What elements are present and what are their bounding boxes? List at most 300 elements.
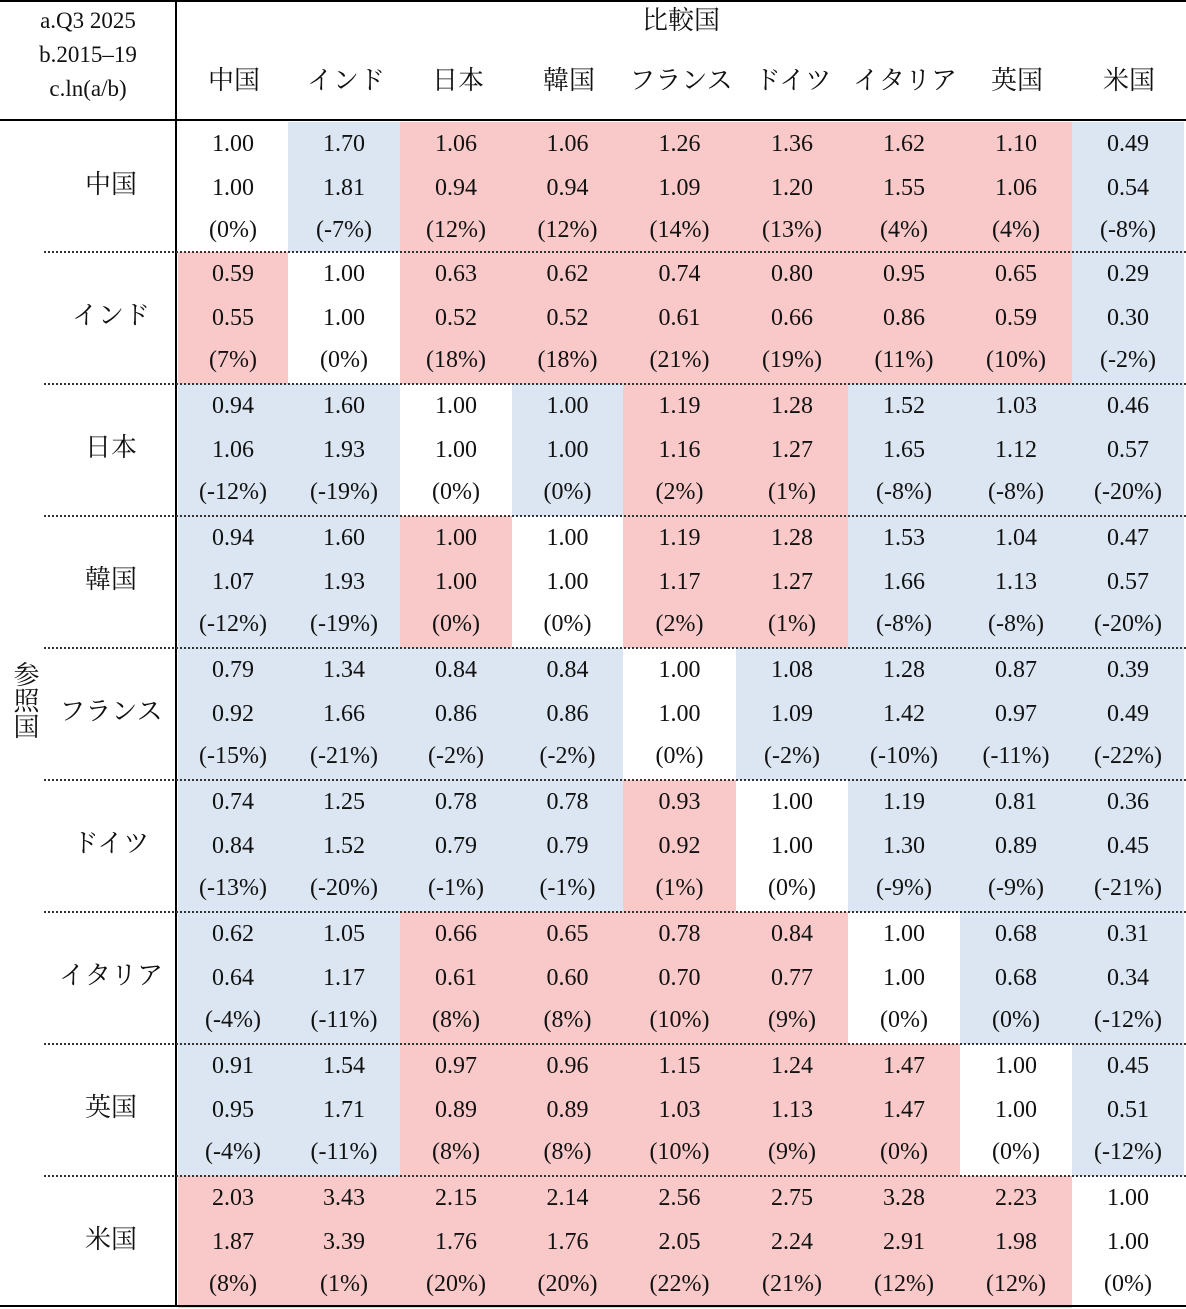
table-cell bbox=[288, 1176, 400, 1308]
value-2015-19: 1.71 bbox=[323, 1097, 365, 1123]
value-ln-ratio: (-7%) bbox=[316, 217, 372, 243]
value-ln-ratio: (0%) bbox=[992, 1139, 1040, 1165]
value-2015-19: 1.93 bbox=[323, 437, 365, 463]
value-ln-ratio: (-8%) bbox=[988, 611, 1044, 637]
value-q3-2025: 1.34 bbox=[323, 657, 365, 683]
value-q3-2025: 0.81 bbox=[995, 789, 1037, 815]
table-cell bbox=[623, 384, 736, 516]
value-ln-ratio: (-19%) bbox=[310, 611, 378, 637]
value-ln-ratio: (0%) bbox=[320, 347, 368, 373]
row-group-title-text: 参照国 bbox=[10, 661, 39, 739]
row-separator bbox=[44, 251, 1186, 253]
value-q3-2025: 1.00 bbox=[435, 393, 477, 419]
row-label-8: 英国 bbox=[84, 1093, 137, 1122]
value-ln-ratio: (-21%) bbox=[1094, 875, 1162, 901]
value-2015-19: 0.49 bbox=[1107, 701, 1149, 727]
value-2015-19: 0.94 bbox=[435, 175, 477, 201]
table-cell bbox=[288, 122, 400, 252]
value-ln-ratio: (-1%) bbox=[539, 875, 596, 901]
column-header-2: インド bbox=[306, 66, 385, 95]
value-2015-19: 1.00 bbox=[435, 437, 477, 463]
value-ln-ratio: (8%) bbox=[432, 1007, 480, 1033]
table-cell bbox=[960, 252, 1072, 384]
table-cell bbox=[848, 516, 960, 648]
value-q3-2025: 0.63 bbox=[435, 261, 477, 287]
value-q3-2025: 0.93 bbox=[658, 789, 701, 815]
value-2015-19: 0.57 bbox=[1107, 569, 1149, 595]
value-2015-19: 1.09 bbox=[658, 175, 701, 201]
value-ln-ratio: (18%) bbox=[426, 347, 486, 373]
value-ln-ratio: (0%) bbox=[432, 479, 480, 505]
top-rule bbox=[0, 0, 1186, 2]
table-cell bbox=[736, 648, 848, 780]
table-cell bbox=[1072, 516, 1184, 648]
value-q3-2025: 1.19 bbox=[883, 789, 925, 815]
table-cell bbox=[400, 516, 512, 648]
stub-rule bbox=[175, 0, 177, 1307]
value-ln-ratio: (-20%) bbox=[1094, 479, 1162, 505]
value-ln-ratio: (1%) bbox=[768, 611, 816, 637]
value-ln-ratio: (-4%) bbox=[205, 1139, 261, 1165]
value-q3-2025: 1.00 bbox=[658, 657, 701, 683]
value-q3-2025: 1.00 bbox=[883, 921, 925, 947]
table-cell bbox=[178, 516, 288, 648]
table-cell bbox=[178, 252, 288, 384]
table-cell bbox=[736, 252, 848, 384]
value-2015-19: 0.86 bbox=[546, 701, 589, 727]
value-q3-2025: 0.62 bbox=[546, 261, 589, 287]
table-cell bbox=[178, 1044, 288, 1176]
value-ln-ratio: (0%) bbox=[880, 1139, 928, 1165]
table-cell bbox=[960, 648, 1072, 780]
table-cell bbox=[512, 122, 623, 252]
value-ln-ratio: (19%) bbox=[762, 347, 822, 373]
value-q3-2025: 0.78 bbox=[658, 921, 701, 947]
value-2015-19: 1.00 bbox=[658, 701, 701, 727]
row-separator bbox=[44, 779, 1186, 781]
value-q3-2025: 1.00 bbox=[546, 393, 589, 419]
value-ln-ratio: (9%) bbox=[768, 1139, 816, 1165]
value-ln-ratio: (22%) bbox=[649, 1271, 710, 1297]
table-cell bbox=[736, 122, 848, 252]
value-ln-ratio: (14%) bbox=[649, 217, 710, 243]
value-q3-2025: 1.15 bbox=[658, 1053, 701, 1079]
column-header-7: イタリア bbox=[852, 66, 957, 95]
value-ln-ratio: (-9%) bbox=[876, 875, 932, 901]
value-2015-19: 0.89 bbox=[995, 833, 1037, 859]
value-q3-2025: 0.96 bbox=[546, 1053, 589, 1079]
value-2015-19: 0.34 bbox=[1107, 965, 1149, 991]
table-cell bbox=[400, 1044, 512, 1176]
table-cell bbox=[400, 122, 512, 252]
table-cell bbox=[512, 648, 623, 780]
value-ln-ratio: (-9%) bbox=[988, 875, 1044, 901]
value-2015-19: 1.87 bbox=[212, 1229, 254, 1255]
value-q3-2025: 0.87 bbox=[995, 657, 1037, 683]
table-cell bbox=[1072, 384, 1184, 516]
value-q3-2025: 2.56 bbox=[658, 1185, 701, 1211]
value-2015-19: 1.13 bbox=[771, 1097, 813, 1123]
table-cell bbox=[178, 384, 288, 516]
table-cell bbox=[623, 780, 736, 912]
value-ln-ratio: (4%) bbox=[880, 217, 928, 243]
value-ln-ratio: (0%) bbox=[432, 611, 480, 637]
value-q3-2025: 3.43 bbox=[323, 1185, 365, 1211]
value-2015-19: 0.57 bbox=[1107, 437, 1149, 463]
value-2015-19: 0.45 bbox=[1107, 833, 1149, 859]
value-ln-ratio: (12%) bbox=[874, 1271, 934, 1297]
value-2015-19: 0.64 bbox=[212, 965, 254, 991]
value-q3-2025: 0.91 bbox=[212, 1053, 254, 1079]
row-label-5: フランス bbox=[59, 697, 163, 726]
row-group-title bbox=[4, 640, 44, 760]
value-q3-2025: 2.75 bbox=[771, 1185, 813, 1211]
value-2015-19: 1.27 bbox=[771, 569, 813, 595]
value-2015-19: 1.12 bbox=[995, 437, 1037, 463]
value-q3-2025: 1.62 bbox=[883, 131, 925, 157]
table-cell bbox=[736, 1176, 848, 1308]
value-2015-19: 0.77 bbox=[771, 965, 813, 991]
value-2015-19: 0.92 bbox=[212, 701, 254, 727]
value-ln-ratio: (12%) bbox=[986, 1271, 1046, 1297]
value-q3-2025: 1.06 bbox=[435, 131, 477, 157]
value-q3-2025: 1.60 bbox=[323, 525, 365, 551]
value-q3-2025: 2.03 bbox=[212, 1185, 254, 1211]
column-group-title: 比較国 bbox=[641, 6, 720, 35]
value-q3-2025: 0.94 bbox=[212, 393, 254, 419]
table-cell bbox=[1072, 780, 1184, 912]
table-cell bbox=[623, 912, 736, 1044]
legend-line-a: a.Q3 2025 bbox=[40, 8, 136, 33]
value-q3-2025: 1.00 bbox=[995, 1053, 1037, 1079]
value-q3-2025: 1.52 bbox=[883, 393, 925, 419]
value-ln-ratio: (20%) bbox=[426, 1271, 486, 1297]
table-cell bbox=[1072, 252, 1184, 384]
value-ln-ratio: (0%) bbox=[1104, 1271, 1152, 1297]
table-cell bbox=[512, 252, 623, 384]
value-2015-19: 1.00 bbox=[1107, 1229, 1149, 1255]
table-cell bbox=[512, 1176, 623, 1308]
value-ln-ratio: (-22%) bbox=[1094, 743, 1162, 769]
table-cell bbox=[288, 780, 400, 912]
value-ln-ratio: (10%) bbox=[986, 347, 1046, 373]
value-q3-2025: 1.05 bbox=[323, 921, 365, 947]
value-2015-19: 1.66 bbox=[883, 569, 925, 595]
table-cell bbox=[960, 516, 1072, 648]
table-cell bbox=[512, 780, 623, 912]
table-cell bbox=[848, 252, 960, 384]
value-2015-19: 1.42 bbox=[883, 701, 925, 727]
value-ln-ratio: (-2%) bbox=[428, 743, 484, 769]
value-ln-ratio: (11%) bbox=[874, 347, 934, 373]
value-2015-19: 0.54 bbox=[1107, 175, 1149, 201]
value-ln-ratio: (18%) bbox=[537, 347, 598, 373]
value-ln-ratio: (-8%) bbox=[988, 479, 1044, 505]
value-ln-ratio: (-8%) bbox=[1100, 217, 1156, 243]
value-2015-19: 0.86 bbox=[435, 701, 477, 727]
value-q3-2025: 0.94 bbox=[212, 525, 254, 551]
value-ln-ratio: (0%) bbox=[880, 1007, 928, 1033]
table-cell bbox=[736, 384, 848, 516]
value-2015-19: 0.55 bbox=[212, 305, 254, 331]
value-ln-ratio: (1%) bbox=[320, 1271, 368, 1297]
value-2015-19: 0.79 bbox=[546, 833, 589, 859]
value-2015-19: 0.51 bbox=[1107, 1097, 1149, 1123]
value-q3-2025: 0.47 bbox=[1107, 525, 1149, 551]
value-2015-19: 1.09 bbox=[771, 701, 813, 727]
value-2015-19: 1.76 bbox=[435, 1229, 477, 1255]
value-q3-2025: 1.36 bbox=[771, 131, 813, 157]
value-2015-19: 0.94 bbox=[546, 175, 589, 201]
value-q3-2025: 0.65 bbox=[546, 921, 589, 947]
row-separator bbox=[44, 911, 1186, 913]
table-cell bbox=[848, 1176, 960, 1308]
value-ln-ratio: (-11%) bbox=[310, 1007, 378, 1033]
table-cell bbox=[400, 384, 512, 516]
value-q3-2025: 0.29 bbox=[1107, 261, 1149, 287]
value-ln-ratio: (-12%) bbox=[199, 611, 267, 637]
value-q3-2025: 1.00 bbox=[323, 261, 365, 287]
value-q3-2025: 1.08 bbox=[771, 657, 813, 683]
table-cell bbox=[848, 1044, 960, 1176]
value-2015-19: 0.92 bbox=[658, 833, 701, 859]
value-q3-2025: 0.80 bbox=[771, 261, 813, 287]
value-ln-ratio: (13%) bbox=[762, 217, 822, 243]
value-ln-ratio: (-1%) bbox=[428, 875, 484, 901]
value-ln-ratio: (21%) bbox=[762, 1271, 822, 1297]
value-q3-2025: 3.28 bbox=[883, 1185, 925, 1211]
value-q3-2025: 1.04 bbox=[995, 525, 1037, 551]
value-q3-2025: 0.66 bbox=[435, 921, 477, 947]
value-2015-19: 1.52 bbox=[323, 833, 365, 859]
value-q3-2025: 1.10 bbox=[995, 131, 1037, 157]
row-separator bbox=[44, 647, 1186, 649]
value-q3-2025: 0.97 bbox=[435, 1053, 477, 1079]
value-q3-2025: 2.14 bbox=[546, 1185, 589, 1211]
value-ln-ratio: (-2%) bbox=[1100, 347, 1156, 373]
value-q3-2025: 1.53 bbox=[883, 525, 925, 551]
value-q3-2025: 0.49 bbox=[1107, 131, 1149, 157]
bottom-rule bbox=[0, 1305, 1186, 1307]
table-cell bbox=[178, 648, 288, 780]
value-2015-19: 2.24 bbox=[771, 1229, 813, 1255]
value-2015-19: 0.86 bbox=[883, 305, 925, 331]
value-ln-ratio: (12%) bbox=[426, 217, 486, 243]
row-label-2: インド bbox=[71, 301, 150, 330]
value-q3-2025: 0.31 bbox=[1107, 921, 1149, 947]
value-q3-2025: 1.19 bbox=[658, 525, 701, 551]
value-2015-19: 0.61 bbox=[658, 305, 701, 331]
value-q3-2025: 2.23 bbox=[995, 1185, 1037, 1211]
table-cell bbox=[848, 648, 960, 780]
value-2015-19: 1.27 bbox=[771, 437, 813, 463]
table-cell bbox=[400, 1176, 512, 1308]
table-cell bbox=[288, 648, 400, 780]
value-2015-19: 1.03 bbox=[658, 1097, 701, 1123]
value-2015-19: 1.07 bbox=[212, 569, 254, 595]
value-q3-2025: 1.60 bbox=[323, 393, 365, 419]
value-q3-2025: 1.47 bbox=[883, 1053, 925, 1079]
value-2015-19: 1.00 bbox=[546, 569, 589, 595]
value-2015-19: 1.00 bbox=[883, 965, 925, 991]
value-ln-ratio: (-20%) bbox=[1094, 611, 1162, 637]
table-cell bbox=[736, 1044, 848, 1176]
value-ln-ratio: (-21%) bbox=[310, 743, 378, 769]
value-2015-19: 1.81 bbox=[323, 175, 365, 201]
value-2015-19: 1.76 bbox=[546, 1229, 589, 1255]
table-cell bbox=[623, 648, 736, 780]
value-ln-ratio: (0%) bbox=[543, 611, 592, 637]
value-ln-ratio: (10%) bbox=[649, 1139, 710, 1165]
value-2015-19: 1.06 bbox=[995, 175, 1037, 201]
value-q3-2025: 1.28 bbox=[883, 657, 925, 683]
value-ln-ratio: (4%) bbox=[992, 217, 1040, 243]
table-cell bbox=[848, 912, 960, 1044]
value-2015-19: 0.66 bbox=[771, 305, 813, 331]
row-label-3: 日本 bbox=[84, 433, 137, 462]
row-separator bbox=[44, 383, 1186, 385]
value-2015-19: 1.00 bbox=[323, 305, 365, 331]
table-cell bbox=[400, 780, 512, 912]
value-ln-ratio: (0%) bbox=[768, 875, 816, 901]
table-cell bbox=[623, 1044, 736, 1176]
value-2015-19: 1.17 bbox=[323, 965, 365, 991]
value-ln-ratio: (-19%) bbox=[310, 479, 378, 505]
value-ln-ratio: (-2%) bbox=[539, 743, 596, 769]
table-cell bbox=[736, 516, 848, 648]
row-separator bbox=[44, 1043, 1186, 1045]
value-q3-2025: 1.54 bbox=[323, 1053, 365, 1079]
value-2015-19: 0.60 bbox=[546, 965, 589, 991]
value-2015-19: 1.16 bbox=[658, 437, 701, 463]
value-2015-19: 1.65 bbox=[883, 437, 925, 463]
value-2015-19: 0.89 bbox=[435, 1097, 477, 1123]
value-2015-19: 0.97 bbox=[995, 701, 1037, 727]
table-cell bbox=[960, 122, 1072, 252]
value-ln-ratio: (21%) bbox=[649, 347, 710, 373]
value-q3-2025: 0.84 bbox=[435, 657, 477, 683]
value-q3-2025: 0.45 bbox=[1107, 1053, 1149, 1079]
value-2015-19: 2.91 bbox=[883, 1229, 925, 1255]
table-cell bbox=[848, 780, 960, 912]
value-ln-ratio: (-15%) bbox=[199, 743, 267, 769]
value-2015-19: 2.05 bbox=[658, 1229, 701, 1255]
value-q3-2025: 0.78 bbox=[435, 789, 477, 815]
corner-legend bbox=[0, 0, 176, 120]
value-q3-2025: 1.28 bbox=[771, 525, 813, 551]
value-ln-ratio: (7%) bbox=[209, 347, 257, 373]
value-2015-19: 1.00 bbox=[212, 175, 254, 201]
value-q3-2025: 0.59 bbox=[212, 261, 254, 287]
table-cell bbox=[623, 122, 736, 252]
value-2015-19: 0.52 bbox=[435, 305, 477, 331]
value-q3-2025: 0.74 bbox=[212, 789, 254, 815]
value-ln-ratio: (-12%) bbox=[1094, 1139, 1162, 1165]
table-cell bbox=[288, 516, 400, 648]
value-2015-19: 1.00 bbox=[771, 833, 813, 859]
header-rule bbox=[0, 119, 1186, 121]
table-cell bbox=[848, 122, 960, 252]
column-header-9: 米国 bbox=[1102, 66, 1155, 95]
value-ln-ratio: (8%) bbox=[432, 1139, 480, 1165]
value-2015-19: 0.84 bbox=[212, 833, 254, 859]
table-cell bbox=[1072, 912, 1184, 1044]
value-2015-19: 1.98 bbox=[995, 1229, 1037, 1255]
row-separator bbox=[44, 1175, 1186, 1177]
value-ln-ratio: (-11%) bbox=[310, 1139, 378, 1165]
table-cell bbox=[960, 912, 1072, 1044]
value-q3-2025: 1.00 bbox=[435, 525, 477, 551]
value-q3-2025: 1.00 bbox=[546, 525, 589, 551]
value-2015-19: 0.95 bbox=[212, 1097, 254, 1123]
value-2015-19: 0.61 bbox=[435, 965, 477, 991]
value-ln-ratio: (2%) bbox=[655, 479, 704, 505]
value-q3-2025: 1.00 bbox=[771, 789, 813, 815]
table-cell bbox=[623, 516, 736, 648]
table-cell bbox=[960, 384, 1072, 516]
table-cell bbox=[400, 252, 512, 384]
value-2015-19: 0.79 bbox=[435, 833, 477, 859]
value-q3-2025: 1.28 bbox=[771, 393, 813, 419]
value-q3-2025: 1.26 bbox=[658, 131, 701, 157]
value-2015-19: 0.89 bbox=[546, 1097, 589, 1123]
table-cell bbox=[178, 122, 288, 252]
value-q3-2025: 1.00 bbox=[1107, 1185, 1149, 1211]
value-2015-19: 1.93 bbox=[323, 569, 365, 595]
value-ln-ratio: (8%) bbox=[543, 1139, 592, 1165]
value-q3-2025: 0.62 bbox=[212, 921, 254, 947]
value-ln-ratio: (-4%) bbox=[205, 1007, 261, 1033]
table-cell bbox=[848, 384, 960, 516]
row-label-7: イタリア bbox=[58, 961, 163, 990]
value-ln-ratio: (1%) bbox=[655, 875, 704, 901]
value-2015-19: 1.06 bbox=[212, 437, 254, 463]
value-2015-19: 1.00 bbox=[435, 569, 477, 595]
table-cell bbox=[1072, 1044, 1184, 1176]
value-q3-2025: 0.68 bbox=[995, 921, 1037, 947]
table-cell bbox=[512, 912, 623, 1044]
value-q3-2025: 1.00 bbox=[212, 131, 254, 157]
value-ln-ratio: (9%) bbox=[768, 1007, 816, 1033]
value-ln-ratio: (8%) bbox=[209, 1271, 257, 1297]
column-header-1: 中国 bbox=[207, 66, 260, 95]
row-label-1: 中国 bbox=[84, 170, 137, 199]
value-2015-19: 0.59 bbox=[995, 305, 1037, 331]
value-ln-ratio: (-8%) bbox=[876, 611, 932, 637]
value-ln-ratio: (0%) bbox=[543, 479, 592, 505]
value-2015-19: 1.13 bbox=[995, 569, 1037, 595]
value-2015-19: 1.00 bbox=[995, 1097, 1037, 1123]
value-2015-19: 0.52 bbox=[546, 305, 589, 331]
row-label-6: ドイツ bbox=[72, 829, 150, 858]
column-header-4: 韓国 bbox=[542, 66, 595, 95]
value-q3-2025: 0.39 bbox=[1107, 657, 1149, 683]
value-ln-ratio: (-2%) bbox=[764, 743, 820, 769]
table-cell bbox=[288, 384, 400, 516]
table-cell bbox=[1072, 648, 1184, 780]
value-2015-19: 0.68 bbox=[995, 965, 1037, 991]
column-header-8: 英国 bbox=[990, 66, 1043, 95]
column-header-6: ドイツ bbox=[754, 66, 832, 95]
value-ln-ratio: (-8%) bbox=[876, 479, 932, 505]
table-cell bbox=[960, 1044, 1072, 1176]
table-cell bbox=[623, 1176, 736, 1308]
value-q3-2025: 1.70 bbox=[323, 131, 365, 157]
row-label-9: 米国 bbox=[84, 1225, 137, 1254]
value-q3-2025: 0.84 bbox=[546, 657, 589, 683]
value-2015-19: 0.30 bbox=[1107, 305, 1149, 331]
table-cell bbox=[288, 1044, 400, 1176]
